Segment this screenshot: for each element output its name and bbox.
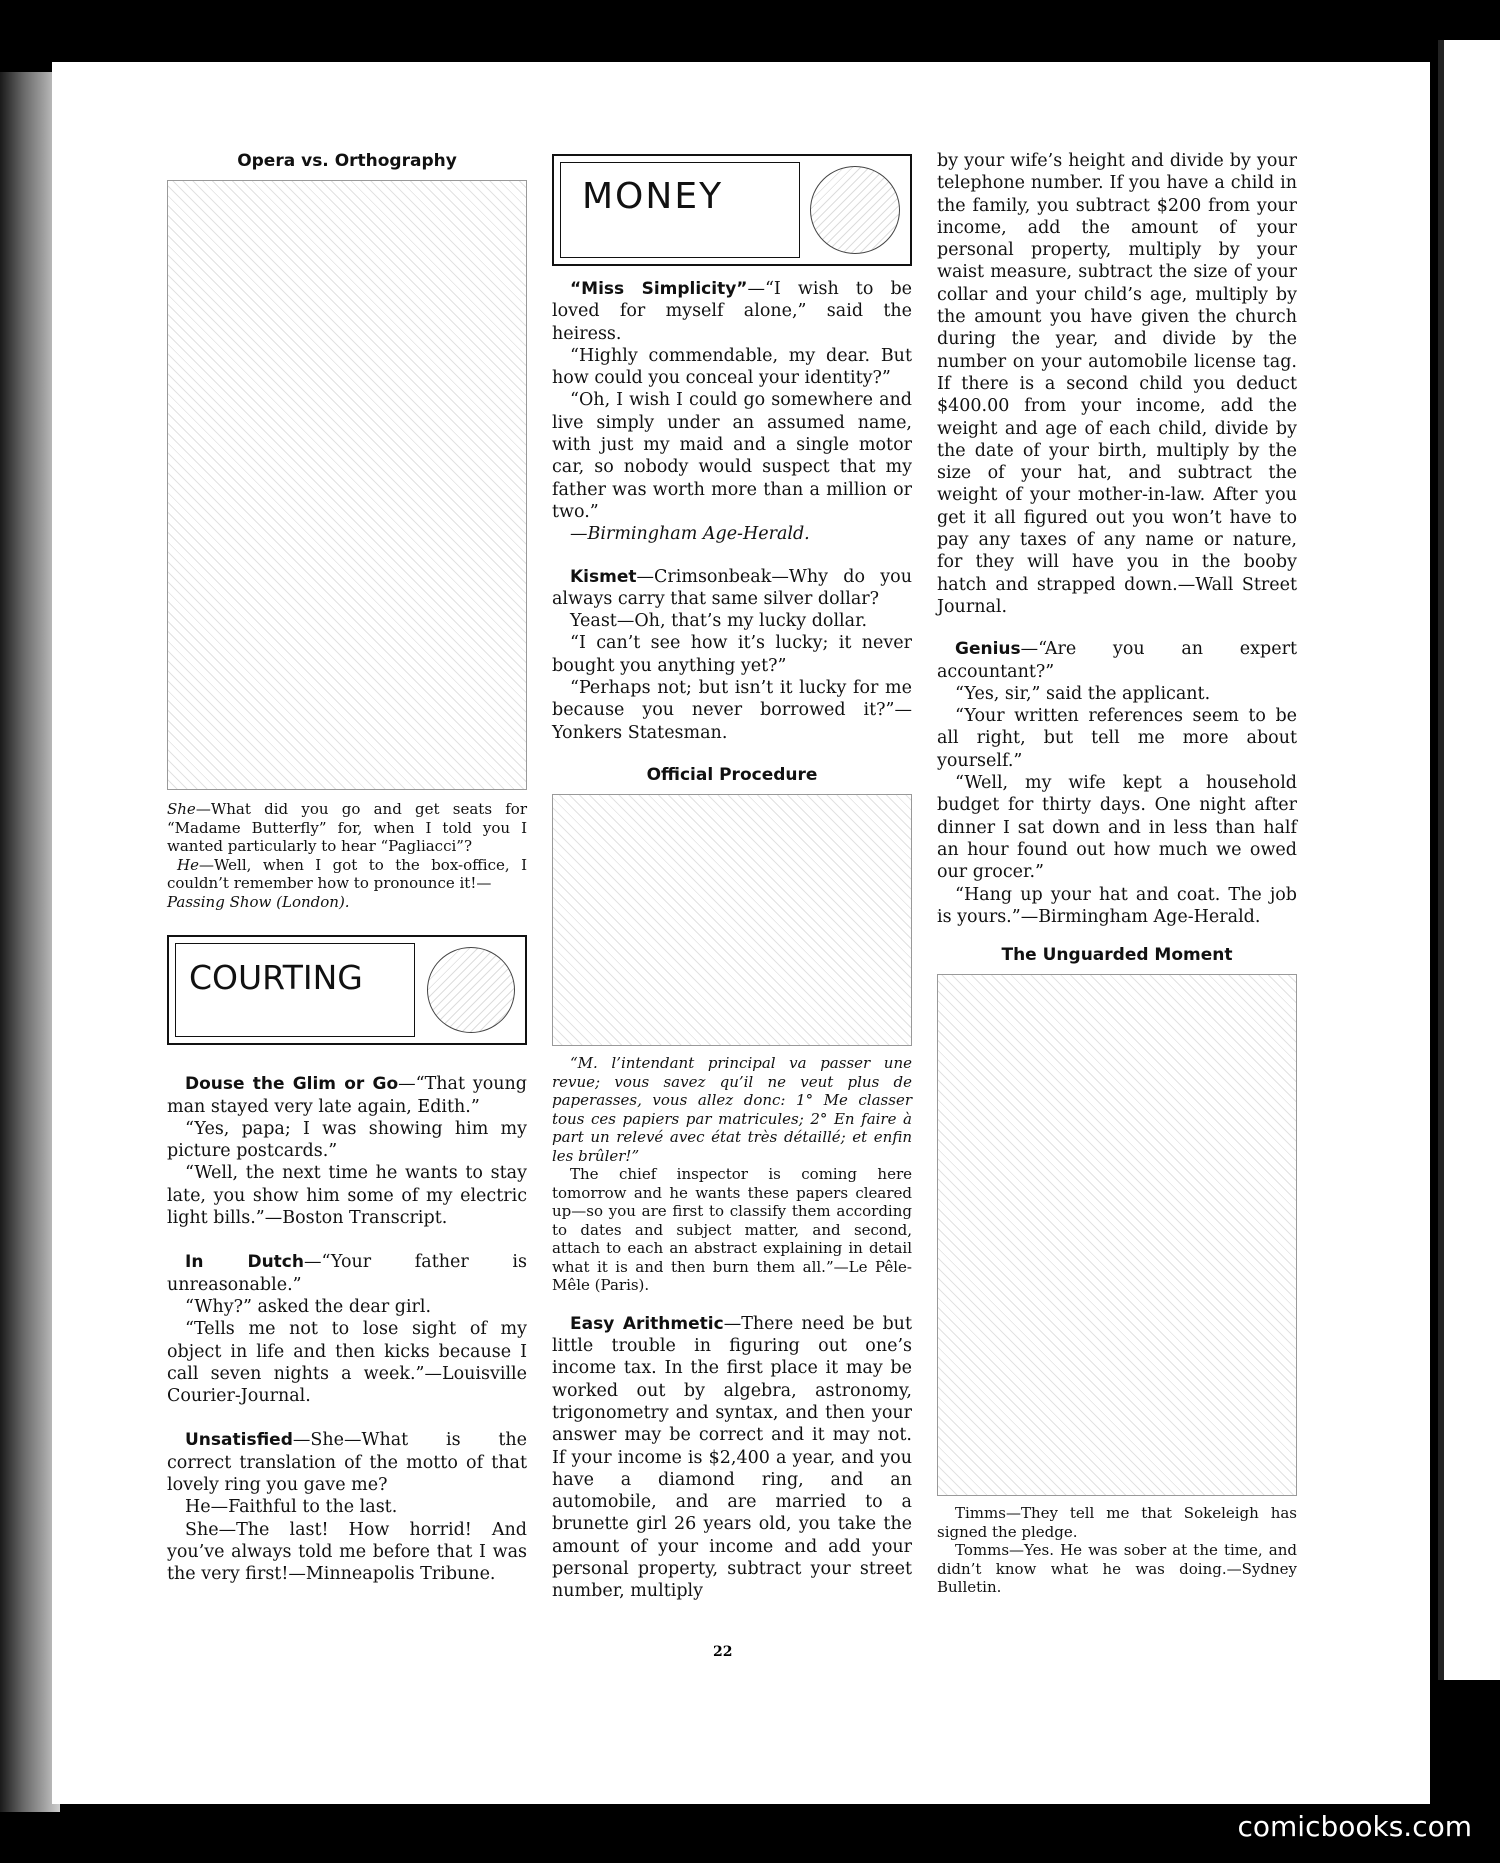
joke-easy-arithmetic: Easy Arithmetic—There need be but little trouble in figuring out one’s income tax. In the first place it may be worked out by algebra, astronomy, trigonometry and syntax, and then your answer may be correct and it may not. If your income is $2,400 a year, and you have a diamond ring, and an automobile, and are married to a brunette girl 26 years old, you take the amount of your income and add your personal property, subtract your street number, multiply (552, 1313, 912, 1602)
cartoon-title-opera: Opera vs. Orthography (237, 151, 457, 171)
page-number: 22 (713, 1644, 733, 1660)
book-spine (0, 72, 60, 1812)
section-banner-money: MONEY (552, 154, 912, 266)
cartoon-caption-unguarded-moment: Timms—They tell me that Sokeleigh has signed the pledge. Tomms—Yes. He was sober at the time, and didn’t know what he was doing.—Sydney Bulletin. (937, 1504, 1297, 1597)
cartoon-caption-official-procedure: “M. l’intendant principal va passer une revue; vous savez qu’il ne veut plus de paperasses, vous allez donc: 1° Me classer tous ces papiers par matricules; 2° En faire à part un relevé avec état très détaillé; et enfin les brûler!” The chief inspector is coming here tomorrow and he wants these papers cleared up—so you are first to classify them according to dates and subject matter, and second, attach to each an abstract explaining in detail what it is and then burn them all.”—Le Pêle-Mêle (Paris). (552, 1054, 912, 1295)
facing-page-edge (1438, 40, 1500, 1680)
column-3 (937, 150, 1297, 1597)
joke-in-dutch: In Dutch—“Your father is unreasonable.” “Why?” asked the dear girl. “Tells me not to lose sight of my object in life and then kicks because I call seven nights a week.”—Louisville Courier-Journal. (167, 1252, 527, 1407)
joke-unsatisfied: Unsatisfied—She—What is the correct translation of the motto of that lovely ring you gave me? He—Faithful to the last. She—The last! How horrid! And you’ve always told me before that I was the very first!—Minneapolis Tribune. (167, 1430, 527, 1585)
joke-douse-the-glim: Douse the Glim or Go—“That young man stayed very late again, Edith.” “Yes, papa; I was showing him my picture postcards.” “Well, the next time he wants to stay late, you show him some of my electric light bills.”—Boston Transcript. (167, 1074, 527, 1229)
moneybag-man-icon (810, 166, 900, 254)
cartoon-official-procedure-illustration (552, 794, 912, 1046)
cartoon-caption-opera: She—What did you go and get seats for “Madame Butterfly” for, when I told you I wanted particularly to hear “Pagliacci”? He—Well, when I got to the box-office, I couldn’t remember how to pronounce it!— Passing Show (London). (167, 800, 527, 911)
easy-arithmetic-continued: by your wife’s height and divide by your telephone number. If you have a child in the family, you subtract $200 from your income, add the amount of your personal property, multiply by your waist measure, subtract the size of your collar and your child’s age, multiply by the amount you have given the church during the year, and divide by the number on your automobile license tag. If there is a second child you deduct $400.00 from your income, add the weight and age of each child, divide by the date of your birth, multiply by the size of your hat, and subtract the weight of your mother-in-law. After you get it all figured out you won’t have to pay any taxes of any name or nature, for they will have you in the booby hatch and strapped down.—Wall Street Journal. (937, 151, 1297, 617)
cartoon-unguarded-moment-illustration (937, 974, 1297, 1496)
section-banner-courting: COURTING (167, 935, 527, 1045)
cartoon-title-unguarded-moment: The Unguarded Moment (1001, 945, 1233, 966)
magazine-page (52, 62, 1430, 1804)
joke-genius: Genius—“Are you an expert accountant?” “Yes, sir,” said the applicant. “Your written references seem to be all right, but tell me more about yourself.” “Well, my wife kept a household budget for thirty days. One night after dinner I sat down and in less than half an hour found out how much we owed our grocer.” “Hang up your hat and coat. The job is yours.”—Birmingham Age-Herald. (937, 639, 1297, 927)
cartoon-opera-illustration (167, 180, 527, 790)
joke-kismet: Kismet—Crimsonbeak—Why do you always carry that same silver dollar? Yeast—Oh, that’s my lucky dollar. “I can’t see how it’s lucky; it never bought you anything yet?” “Perhaps not; but isn’t it lucky for me because you never borrowed it?”—Yonkers Statesman. (552, 566, 912, 743)
column-1 (167, 150, 527, 1586)
watermark: comicbooks.com (1237, 1810, 1472, 1843)
courting-couple-icon (427, 947, 515, 1033)
cartoon-title-official-procedure: Official Procedure (646, 764, 818, 785)
joke-miss-simplicity: “Miss Simplicity”—“I wish to be loved for myself alone,” said the heiress. “Highly commendable, my dear. But how could you conceal your identity?” “Oh, I wish I could go somewhere and live simply under an assumed name, with just my maid and a single motor car, so nobody would suspect that my father was worth more than a million or two.” —Birmingham Age-Herald. (552, 279, 912, 545)
column-2 (552, 154, 912, 1603)
